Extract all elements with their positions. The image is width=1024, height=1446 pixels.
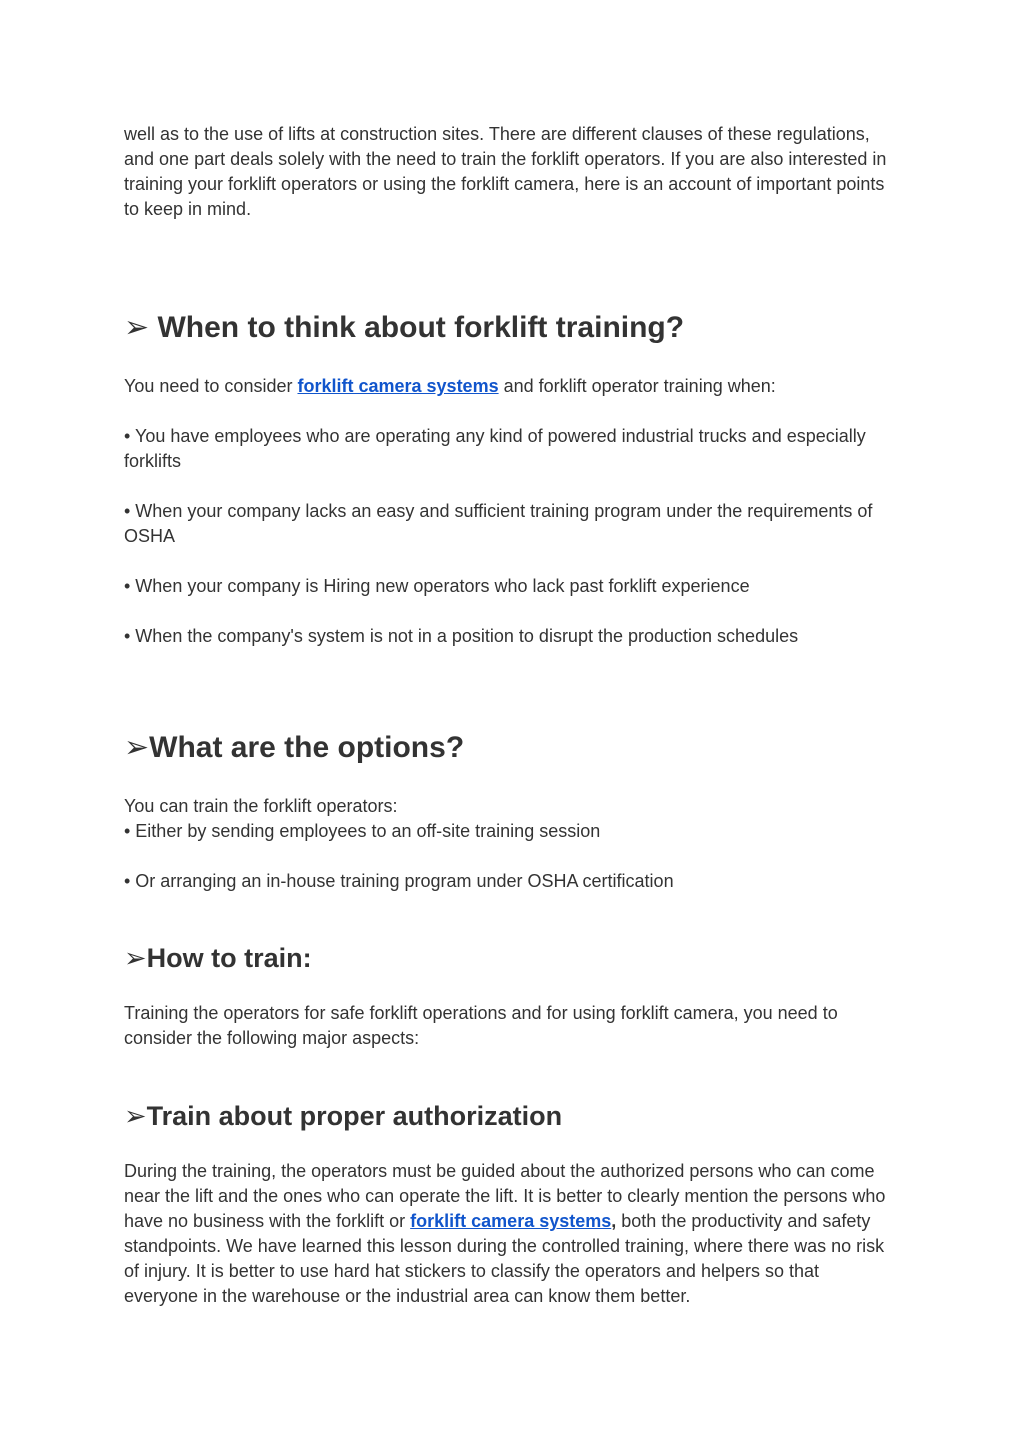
how-heading-text: How to train: bbox=[146, 943, 312, 973]
authorization-text-end: both the productivity and safety standpoints. We have learned this lesson during the controlled training, where there was no risk of injury. It is better to use hard hat stickers to classify the operators and helpers so that everyone in the warehouse or the industrial area can know them better. bbox=[124, 1211, 885, 1306]
when-bullet-1: • You have employees who are operating any kind of powered industrial trucks and especially forklifts bbox=[124, 426, 866, 471]
forklift-camera-systems-link[interactable]: forklift camera systems bbox=[410, 1211, 612, 1231]
forklift-camera-systems-link[interactable]: forklift camera systems bbox=[297, 376, 499, 396]
when-bullet-3: • When your company is Hiring new operators who lack past forklift experience bbox=[124, 576, 750, 596]
when-lead-paragraph bbox=[124, 374, 894, 399]
document-page bbox=[124, 122, 894, 1309]
options-lead-paragraph: You can train the forklift operators: bbox=[124, 796, 398, 816]
arrow-icon: ➢ bbox=[124, 311, 158, 344]
when-heading bbox=[124, 308, 894, 348]
when-bullet-4: • When the company's system is not in a position to disrupt the production schedules bbox=[124, 626, 799, 646]
arrow-icon: ➢ bbox=[124, 731, 150, 764]
when-lead-text: You need to consider bbox=[124, 376, 298, 396]
authorization-comma: , bbox=[611, 1211, 617, 1231]
intro-paragraph: well as to the use of lifts at construction sites. There are different clauses of these regulations, and one part deals solely with the need to train the forklift operators. If you are also interested in training your forklift operators or using the forklift camera, here is an account of important points to keep in mind. bbox=[124, 124, 887, 219]
arrow-icon: ➢ bbox=[124, 943, 147, 973]
arrow-icon: ➢ bbox=[124, 1101, 147, 1131]
options-heading bbox=[124, 728, 894, 768]
how-heading bbox=[124, 940, 894, 976]
authorization-heading bbox=[124, 1098, 894, 1134]
when-heading-text: When to think about forklift training? bbox=[157, 311, 685, 344]
options-bullet-2: • Or arranging an in-house training program under OSHA certification bbox=[124, 871, 674, 891]
when-bullet-2: • When your company lacks an easy and sufficient training program under the requirements of OSHA bbox=[124, 501, 873, 546]
authorization-paragraph bbox=[124, 1159, 894, 1309]
options-bullet-1: • Either by sending employees to an off-site training session bbox=[124, 821, 601, 841]
options-heading-text: What are the options? bbox=[149, 731, 465, 764]
authorization-text: During the training, the operators must be guided about the authorized persons who can come near the lift and the ones who can operate the lift. It is better to clearly mention the persons who have no business with the forklift or bbox=[124, 1161, 886, 1231]
how-paragraph: Training the operators for safe forklift operations and for using forklift camera, you need to consider the following major aspects: bbox=[124, 1003, 838, 1048]
when-lead-text-end: and forklift operator training when: bbox=[498, 376, 776, 396]
authorization-heading-text: Train about proper authorization bbox=[146, 1101, 563, 1131]
